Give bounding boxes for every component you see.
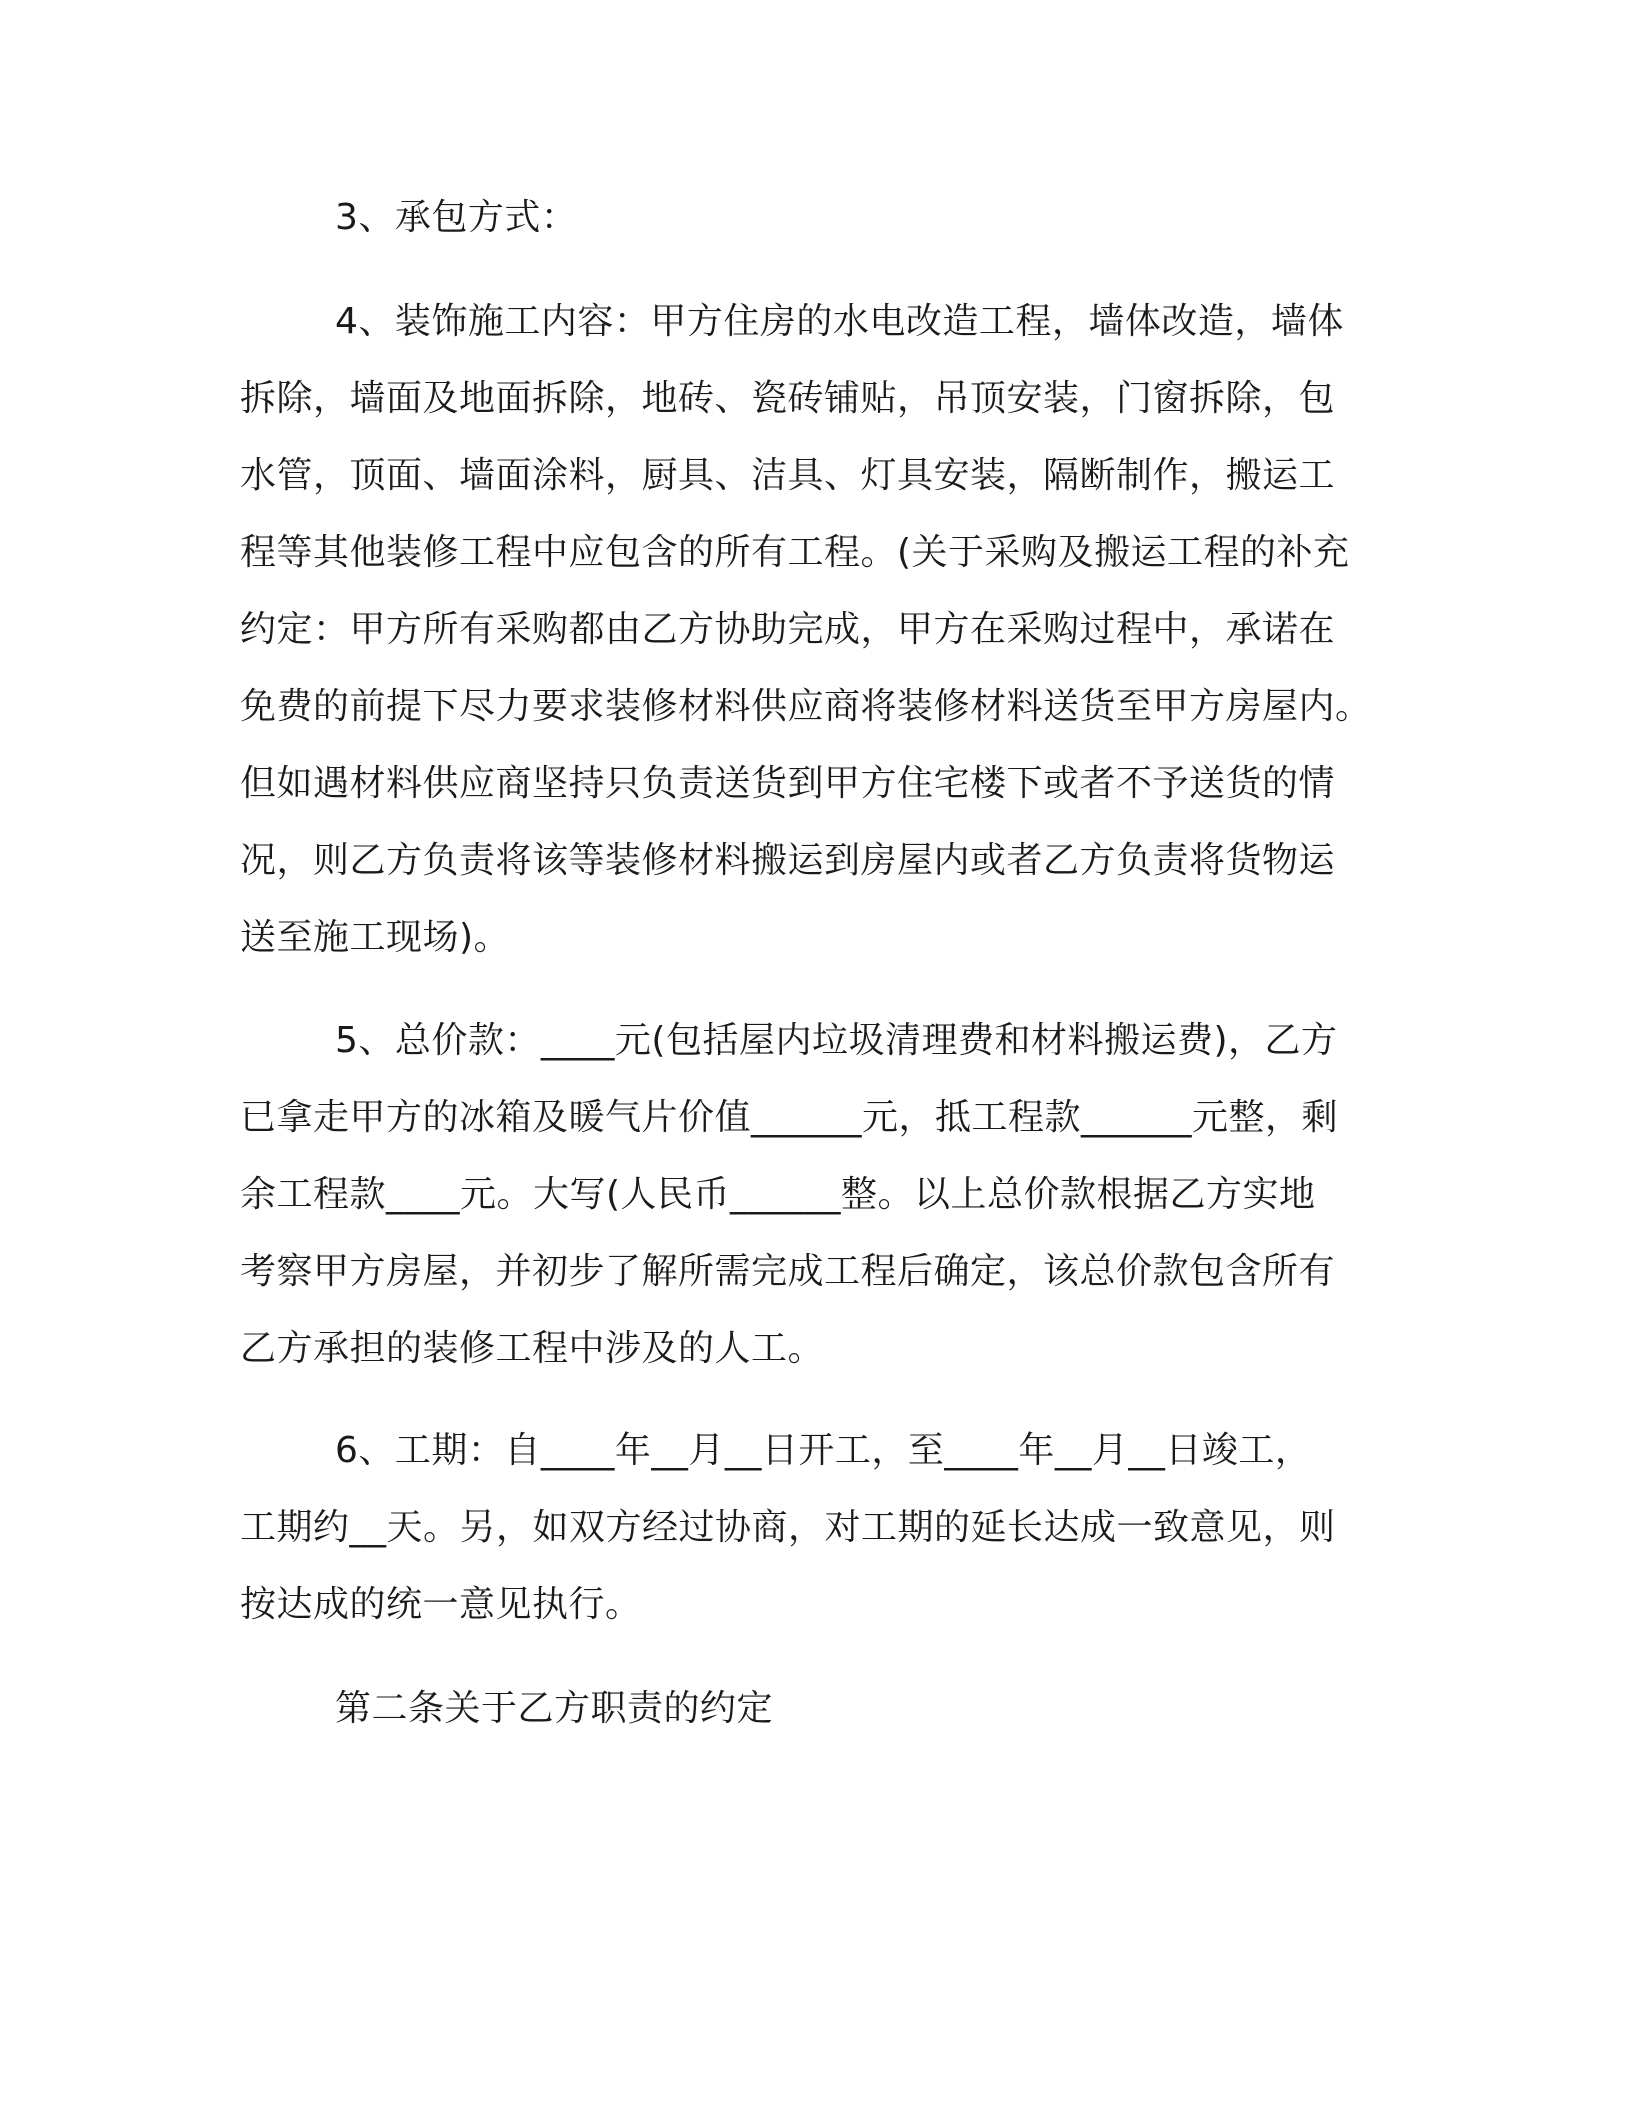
article-2-heading [240, 1670, 1390, 1747]
text-line: 余工程款____元。大写(人民币______整。以上总价款根据乙方实地 [240, 1174, 1316, 1215]
text-line: 乙方承担的装修工程中涉及的人工。 [240, 1328, 825, 1369]
text-line: 送至施工现场)。 [240, 917, 511, 958]
text-line: 拆除，墙面及地面拆除，地砖、瓷砖铺贴，吊顶安装，门窗拆除，包 [240, 378, 1336, 419]
clause-3-contract-method [240, 179, 1390, 256]
text-line: 6、工期：自____年__月__日开工，至____年__月__日竣工， [335, 1430, 1312, 1471]
text-line: 程等其他装修工程中应包含的所有工程。(关于采购及搬运工程的补充 [240, 532, 1350, 573]
text-line: 按达成的统一意见执行。 [240, 1584, 642, 1625]
text-line: 水管，顶面、墙面涂料，厨具、洁具、灯具安装，隔断制作，搬运工 [240, 455, 1336, 496]
text-line: 工期约__天。另，如双方经过协商，对工期的延长达成一致意见，则 [240, 1507, 1336, 1548]
clause-5-total-price [240, 1002, 1390, 1387]
clause-6-construction-period [240, 1412, 1390, 1643]
text-line: 5、总价款：____元(包括屋内垃圾清理费和材料搬运费)，乙方 [335, 1020, 1338, 1061]
text-line: 考察甲方房屋，并初步了解所需完成工程后确定，该总价款包含所有 [240, 1251, 1336, 1292]
text-line: 4、装饰施工内容：甲方住房的水电改造工程，墙体改造，墙体 [335, 301, 1344, 342]
text-line: 但如遇材料供应商坚持只负责送货到甲方住宅楼下或者不予送货的情 [240, 763, 1336, 804]
clause-4-construction-content [240, 283, 1390, 976]
section-heading: 第二条关于乙方职责的约定 [335, 1688, 774, 1729]
text-line: 3、承包方式： [335, 197, 578, 238]
text-line: 已拿走甲方的冰箱及暖气片价值______元，抵工程款______元整，剩 [240, 1097, 1339, 1138]
text-line: 免费的前提下尽力要求装修材料供应商将装修材料送货至甲方房屋内。 [240, 686, 1372, 727]
text-line: 约定：甲方所有采购都由乙方协助完成，甲方在采购过程中，承诺在 [240, 609, 1336, 650]
text-line: 况，则乙方负责将该等装修材料搬运到房屋内或者乙方负责将货物运 [240, 840, 1336, 881]
